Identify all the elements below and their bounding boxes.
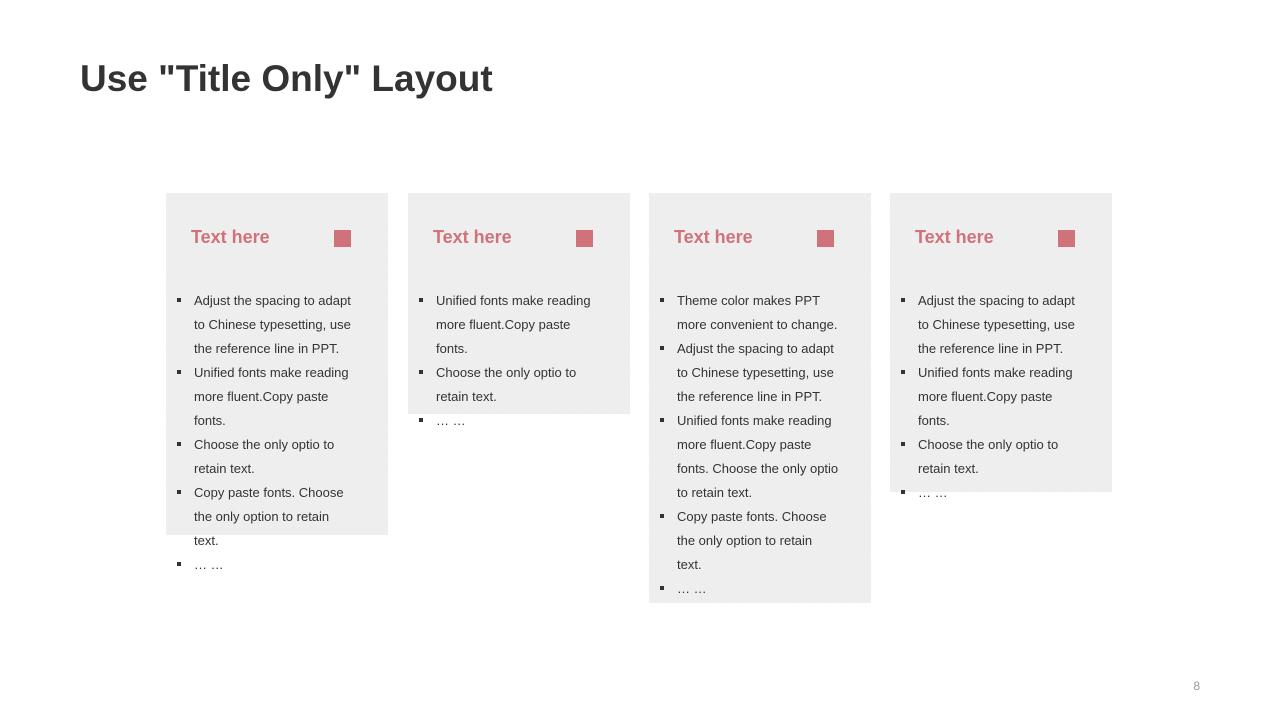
- page-number: 8: [1193, 679, 1200, 693]
- bullet-icon: [660, 298, 664, 302]
- bullet-text: Theme color makes PPT more convenient to change.: [677, 293, 838, 332]
- bullet-item: [419, 361, 599, 409]
- bullet-item: [901, 289, 1081, 361]
- bullet-text: Copy paste fonts. Choose the only option to retain text.: [194, 485, 344, 548]
- bullet-item: [177, 481, 357, 553]
- bullet-icon: [660, 418, 664, 422]
- bullet-item: [419, 289, 599, 361]
- bullet-icon: [901, 442, 905, 446]
- bullet-text: Unified fonts make reading more fluent.Copy paste fonts.: [194, 365, 349, 428]
- bullet-text: Adjust the spacing to adapt to Chinese typesetting, use the reference line in PPT.: [194, 293, 351, 356]
- bullet-item: [419, 409, 599, 433]
- card-heading: Text here: [191, 227, 270, 247]
- bullet-list: [177, 289, 357, 577]
- bullet-text: … …: [918, 485, 948, 500]
- bullet-icon: [901, 370, 905, 374]
- card-heading: Text here: [915, 227, 994, 247]
- bullet-icon: [177, 490, 181, 494]
- bullet-text: Copy paste fonts. Choose the only option to retain text.: [677, 509, 827, 572]
- bullet-item: [177, 433, 357, 481]
- bullet-text: Adjust the spacing to adapt to Chinese typesetting, use the reference line in PPT.: [918, 293, 1075, 356]
- bullet-list: [419, 289, 599, 433]
- bullet-list: [660, 289, 840, 601]
- bullet-item: [660, 337, 840, 409]
- bullet-item: [177, 289, 357, 361]
- bullet-item: [901, 361, 1081, 433]
- slide-title: Use "Title Only" Layout: [80, 58, 493, 99]
- bullet-item: [901, 433, 1081, 481]
- bullet-text: … …: [436, 413, 466, 428]
- bullet-item: [660, 505, 840, 577]
- square-icon: [817, 230, 834, 247]
- bullet-icon: [660, 514, 664, 518]
- bullet-icon: [901, 298, 905, 302]
- bullet-item: [660, 289, 840, 337]
- bullet-icon: [177, 562, 181, 566]
- bullet-icon: [419, 298, 423, 302]
- bullet-item: [901, 481, 1081, 505]
- bullet-text: Choose the only optio to retain text.: [918, 437, 1059, 476]
- bullet-text: … …: [194, 557, 224, 572]
- text-card: [890, 193, 1112, 500]
- bullet-item: [660, 409, 840, 505]
- bullet-icon: [901, 490, 905, 494]
- bullet-icon: [660, 346, 664, 350]
- square-icon: [1058, 230, 1075, 247]
- bullet-item: [177, 553, 357, 577]
- bullet-text: … …: [677, 581, 707, 596]
- bullet-icon: [177, 442, 181, 446]
- bullet-icon: [177, 298, 181, 302]
- bullet-text: Choose the only optio to retain text.: [194, 437, 335, 476]
- text-card: [408, 193, 630, 428]
- bullet-item: [660, 577, 840, 601]
- bullet-text: Unified fonts make reading more fluent.Copy paste fonts.: [436, 293, 591, 356]
- bullet-text: Unified fonts make reading more fluent.Copy paste fonts. Choose the only optio to retain text.: [677, 413, 839, 500]
- bullet-text: Unified fonts make reading more fluent.Copy paste fonts.: [918, 365, 1073, 428]
- card-heading: Text here: [674, 227, 753, 247]
- bullet-icon: [419, 418, 423, 422]
- bullet-list: [901, 289, 1081, 505]
- card-heading: Text here: [433, 227, 512, 247]
- text-card: [649, 193, 871, 603]
- bullet-icon: [419, 370, 423, 374]
- square-icon: [334, 230, 351, 247]
- bullet-icon: [660, 586, 664, 590]
- bullet-item: [177, 361, 357, 433]
- bullet-text: Adjust the spacing to adapt to Chinese typesetting, use the reference line in PPT.: [677, 341, 834, 404]
- bullet-text: Choose the only optio to retain text.: [436, 365, 577, 404]
- bullet-icon: [177, 370, 181, 374]
- text-card: [166, 193, 388, 572]
- square-icon: [576, 230, 593, 247]
